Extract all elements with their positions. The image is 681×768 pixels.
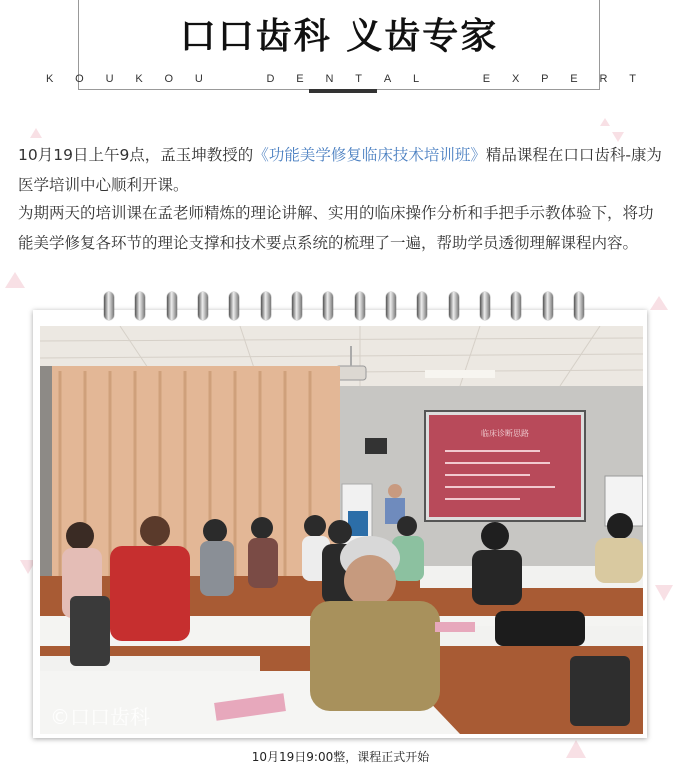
subtitle-letter: X — [511, 73, 520, 85]
ring — [480, 292, 490, 320]
header-underline — [309, 89, 377, 93]
subtitle-letter: E — [482, 73, 491, 85]
ring — [104, 292, 114, 320]
subtitle-letter: E — [570, 73, 578, 85]
subtitle-letter: P — [541, 73, 549, 85]
decor-triangle — [30, 128, 42, 138]
ring — [386, 292, 396, 320]
decor-triangle — [655, 585, 673, 601]
ring — [323, 292, 333, 320]
subtitle-letter: T — [629, 73, 636, 85]
screen-title: 临床诊断思路 — [481, 429, 529, 438]
ring — [261, 292, 271, 320]
intro-paragraph-1 — [18, 140, 666, 200]
subtitle-letter: O — [75, 73, 84, 85]
ring — [449, 292, 459, 320]
ring — [511, 292, 521, 320]
classroom-illustration — [40, 326, 643, 734]
ring — [167, 292, 177, 320]
classroom-photo — [40, 326, 643, 734]
photo-watermark: ©口口齿科 — [50, 705, 150, 729]
ring — [292, 292, 302, 320]
subtitle-letter: K — [135, 73, 143, 85]
decor-triangle — [5, 272, 25, 288]
subtitle-letter: N — [325, 73, 334, 85]
subtitle-letter: O — [164, 73, 174, 85]
ring — [417, 292, 427, 320]
header-subtitle — [46, 73, 636, 85]
ring — [543, 292, 553, 320]
notebook-rings — [104, 292, 584, 322]
subtitle-letter: D — [266, 73, 275, 85]
page-title: 口口齿科 义齿专家 — [179, 16, 499, 57]
subtitle-letter: A — [383, 73, 392, 85]
subtitle-letter: L — [412, 73, 420, 85]
decor-triangle — [600, 118, 610, 126]
decor-triangle — [650, 296, 668, 310]
subtitle-letter: E — [296, 73, 304, 85]
subtitle-letter: T — [355, 73, 362, 85]
intro-text: 精品课程在口口齿科-康为医学培训中心顺利开课。 — [18, 146, 662, 194]
subtitle-letter: U — [105, 73, 114, 85]
intro-paragraph-2: 为期两天的培训课在孟老师精炼的理论讲解、实用的临床操作分析和手把手示教体验下，将功能美学修复各环节的理论支撑和技术要点系统的梳理了一遍，帮助学员透彻理解课程内容。 — [18, 204, 654, 252]
intro-text: 10月19日上午9点，孟玉坤教授的 — [18, 146, 254, 164]
course-title-link[interactable]: 《功能美学修复临床技术培训班》 — [253, 146, 486, 164]
ring — [229, 292, 239, 320]
ring — [135, 292, 145, 320]
photo-caption: 10月19日9:00整，课程正式开始 — [251, 750, 430, 764]
ring — [198, 292, 208, 320]
subtitle-letter: R — [599, 73, 608, 85]
subtitle-letter: U — [194, 73, 203, 85]
subtitle-letter: K — [46, 73, 54, 85]
ring — [574, 292, 584, 320]
ring — [355, 292, 365, 320]
